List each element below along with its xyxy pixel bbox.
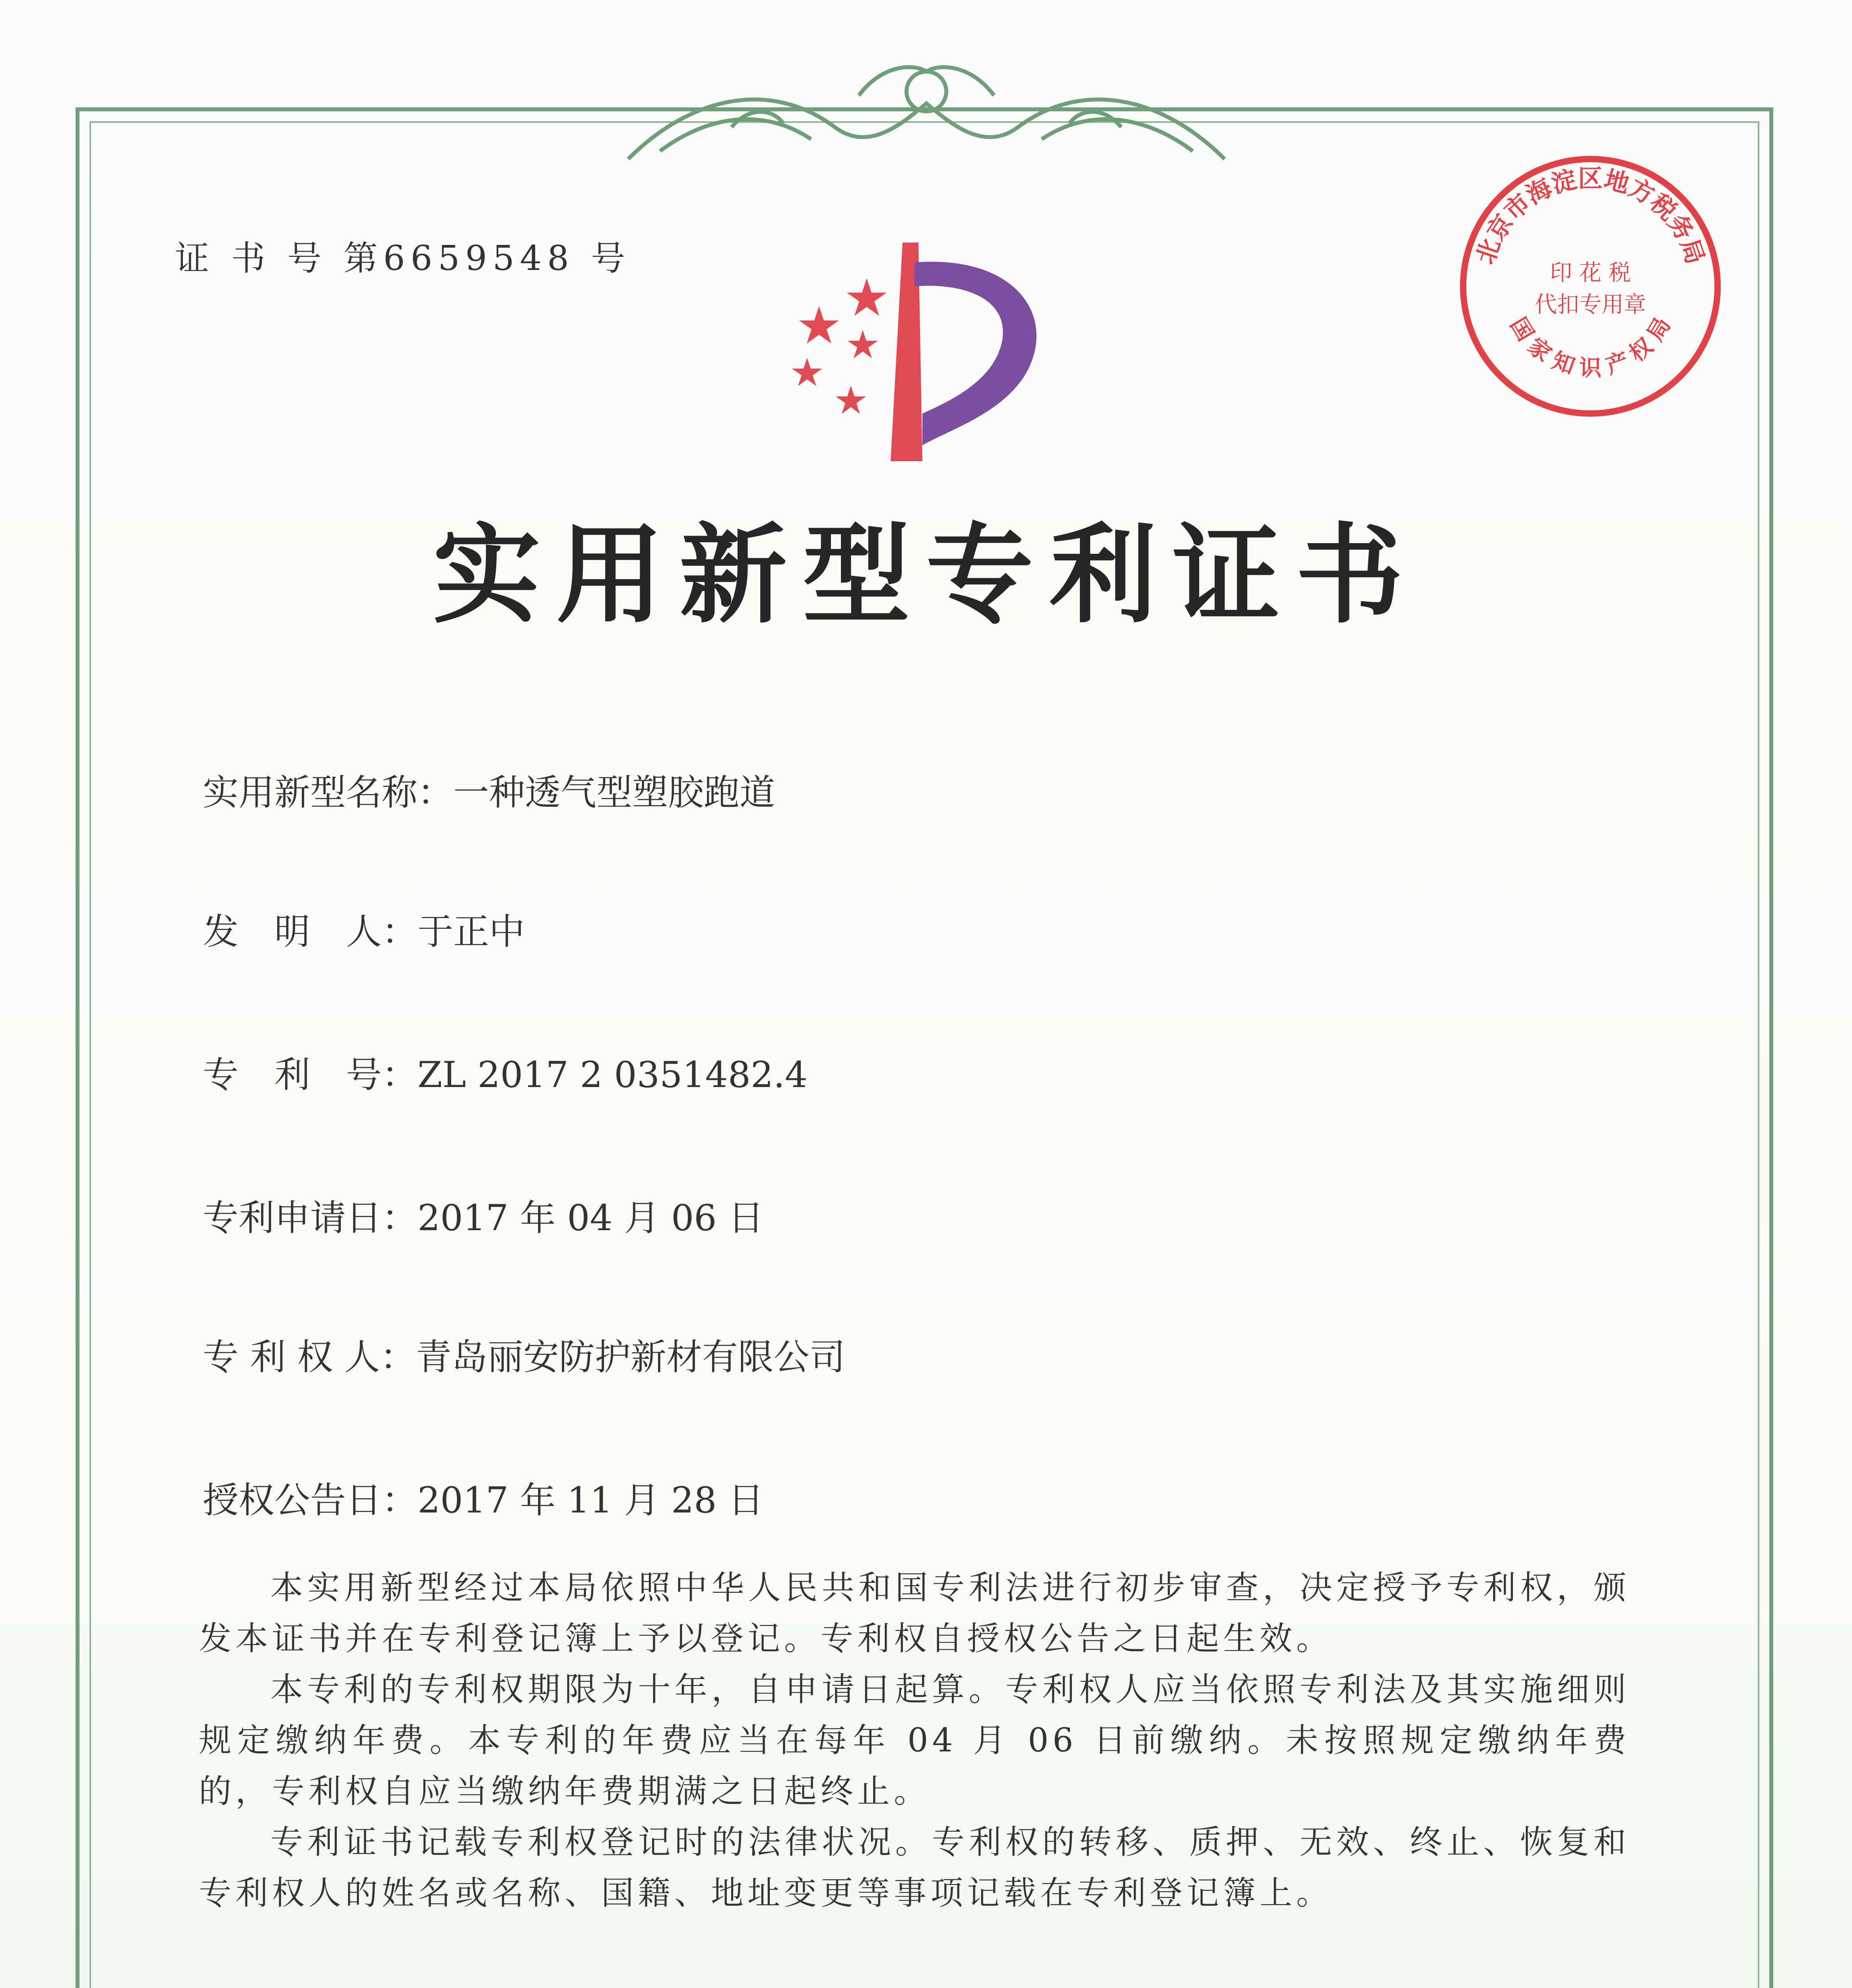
- field-label: 专 利 号：: [203, 1054, 417, 1096]
- field-grant-date: [203, 1471, 764, 1523]
- field-label: 发 明 人：: [203, 911, 417, 953]
- field-value: ZL 2017 2 0351482.4: [417, 1054, 808, 1096]
- certificate-number-value: 6659548: [383, 239, 575, 278]
- field-patentee: [203, 1328, 845, 1380]
- field-label: 专 利 权 人：: [203, 1336, 416, 1378]
- certificate-number: [175, 231, 631, 280]
- tax-stamp-bottom-text: 国 家 知 识 产 权 局: [1505, 313, 1676, 381]
- field-label: 专利申请日：: [203, 1197, 417, 1239]
- field-patent-number: [203, 1046, 808, 1097]
- top-floral-ornament: [612, 48, 1240, 179]
- body-paragraph-2: 本专利的专利权期限为十年，自申请日起算。专利权人应当依照专利法及其实施细则规定缴纳年费。本专利的年费应当在每年 04 月 06 日前缴纳。未按照规定缴纳年费的，专利权自应当缴纳年费期满之日起终止。: [199, 1671, 1630, 1810]
- body-paragraph-3: 专利证书记载专利权登记时的法律状况。专利权的转移、质押、无效、终止、恢复和专利权人的姓名或名称、国籍、地址变更等事项记载在专利登记簿上。: [199, 1823, 1630, 1912]
- tax-stamp-center-line-2: 代扣专用章: [1535, 292, 1646, 318]
- tax-stamp-seal: [1447, 143, 1734, 429]
- certificate-number-suffix: 号: [591, 239, 631, 278]
- field-utility-model-name: [203, 763, 775, 815]
- certificate-number-label: 证 书 号 第: [175, 239, 384, 278]
- field-application-date: [203, 1189, 764, 1241]
- tax-stamp-outer-text: 北京市海淀区地方税务局: [1470, 164, 1710, 268]
- svg-text:国 家 知 识 产 权 局: [1505, 313, 1676, 381]
- field-value: 青岛丽安防护新材有限公司: [415, 1336, 845, 1378]
- body-paragraph-1: 本实用新型经过本局依照中华人民共和国专利法进行初步审查，决定授予专利权，颁发本证书并在专利登记簿上予以登记。专利权自授权公告之日起生效。: [199, 1569, 1630, 1658]
- field-value: 一种透气型塑胶跑道: [453, 772, 775, 813]
- tax-stamp-center-line-1: 印 花 税: [1550, 260, 1631, 286]
- field-value: 2017 年 11 月 28 日: [417, 1479, 764, 1521]
- patent-office-logo: [771, 239, 1074, 469]
- field-label: 授权公告日：: [203, 1479, 417, 1521]
- svg-text:北京市海淀区地方税务局: [1471, 164, 1710, 268]
- field-value: 于正中: [417, 911, 525, 953]
- certificate-body: [199, 1563, 1630, 1919]
- certificate-title: 实用新型专利证书: [433, 513, 1419, 638]
- field-value: 2017 年 04 月 06 日: [417, 1197, 764, 1239]
- field-inventor: [203, 903, 525, 954]
- field-label: 实用新型名称：: [203, 772, 453, 813]
